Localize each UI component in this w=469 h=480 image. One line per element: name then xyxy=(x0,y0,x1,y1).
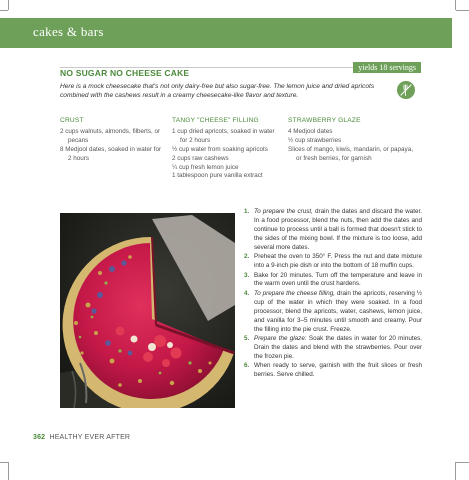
strawberry-glaze-heading: STRAWBERRY GLAZE xyxy=(288,117,361,124)
recipe-intro: Here is a mock cheesecake that's not only dairy-free but also sugar-free. The lemon juice and dried apricots combined with the cashews result in a creamy cheesecake-like flavor and texture. xyxy=(60,83,375,99)
crop-mark xyxy=(455,0,456,10)
ingredients-cheese-filling xyxy=(172,117,282,181)
ingredient-item: Slices of mango, kiwis, mandarin, or papaya, or fresh berries, for garnish xyxy=(288,145,413,162)
cheesecake-photo xyxy=(60,213,235,408)
instruction-step xyxy=(244,362,422,380)
crop-mark xyxy=(0,10,8,11)
ingredients-strawberry-glaze xyxy=(288,117,413,164)
no-fork-icon xyxy=(397,81,415,99)
step-number: 3. xyxy=(244,271,250,279)
ingredient-item: 2 cups raw cashews xyxy=(172,154,229,162)
step-text: Preheat the oven to 350° F. Press the nut and date mixture into a 9-inch pie dish or into the bottom of 18 muffin cups. xyxy=(254,253,422,270)
instruction-step xyxy=(244,272,422,290)
crust-heading: CRUST xyxy=(60,117,84,124)
instruction-step xyxy=(244,253,422,271)
crop-mark xyxy=(8,462,9,480)
crop-mark xyxy=(0,462,8,463)
step-number: 5. xyxy=(244,335,250,343)
step-lead: To prepare the cheese filling, xyxy=(254,289,336,297)
step-text: Bake for 20 minutes. Turn off the temperature and leave in the warm oven until the crust hardens. xyxy=(254,271,422,288)
ingredient-item: ½ cup water from soaking apricots xyxy=(172,145,268,153)
recipe-title: NO SUGAR NO CHEESE CAKE xyxy=(60,68,190,78)
step-text: drain the apricots, reserving ½ cup of the water in which they were soaked. In a food processor, blend the apricots, water, cashews, lemon juice, and vanilla for 3–5 minutes until smooth and creamy. Pour the filling into the pie crust. Freeze. xyxy=(254,289,423,333)
ingredient-item: 1 tablespoon pure vanilla extract xyxy=(172,172,263,180)
step-text: Soak the dates in water for 20 minutes. Drain the dates and blend with the strawberries. Pour over the frozen pie. xyxy=(254,335,422,360)
step-number: 2. xyxy=(244,253,250,261)
crop-mark xyxy=(455,462,456,480)
crop-mark xyxy=(456,462,469,463)
step-lead: Prepare the glaze: xyxy=(254,335,307,343)
step-text: drain the dates and discard the water. In a food processor, blend the nuts, then add the dates and continue to process until a ball is formed that doesn't stick to the sides of the mixing bowl. If the mixture is too loose, add several more dates. xyxy=(254,208,423,251)
ingredient-item: ¼ cup fresh lemon juice xyxy=(172,163,239,171)
ingredient-item: 4 Medjool dates xyxy=(288,127,333,135)
instruction-step xyxy=(244,208,422,253)
instructions-list xyxy=(244,208,422,381)
step-number: 6. xyxy=(244,362,250,370)
page-number: 362 xyxy=(33,434,46,441)
step-text: When ready to serve, garnish with the fruit slices or fresh berries. Serve chilled. xyxy=(254,362,422,379)
crop-mark xyxy=(8,0,9,10)
cheese-filling-heading: TANGY "CHEESE" FILLING xyxy=(172,117,259,124)
page-footer xyxy=(33,434,130,441)
yields-badge: yields 18 servings xyxy=(353,62,421,73)
section-title: cakes & bars xyxy=(33,24,104,39)
crop-mark xyxy=(456,10,469,11)
step-lead: To prepare the crust, xyxy=(254,208,313,215)
book-title: HEALTHY EVER AFTER xyxy=(49,434,131,441)
ingredient-item: 2 cups walnuts, almonds, filberts, or pecans xyxy=(60,127,161,144)
ingredients-crust xyxy=(60,117,165,164)
step-number: 4. xyxy=(244,289,250,297)
instruction-step xyxy=(244,290,422,335)
ingredient-item: 1 cup dried apricots, soaked in water for 2 hours xyxy=(172,127,275,144)
instruction-step xyxy=(244,335,422,362)
step-number: 1. xyxy=(244,208,250,215)
ingredient-item: 8 Medjool dates, soaked in water for 2 hours xyxy=(60,145,162,162)
ingredient-item: ½ cup strawberries xyxy=(288,136,342,144)
